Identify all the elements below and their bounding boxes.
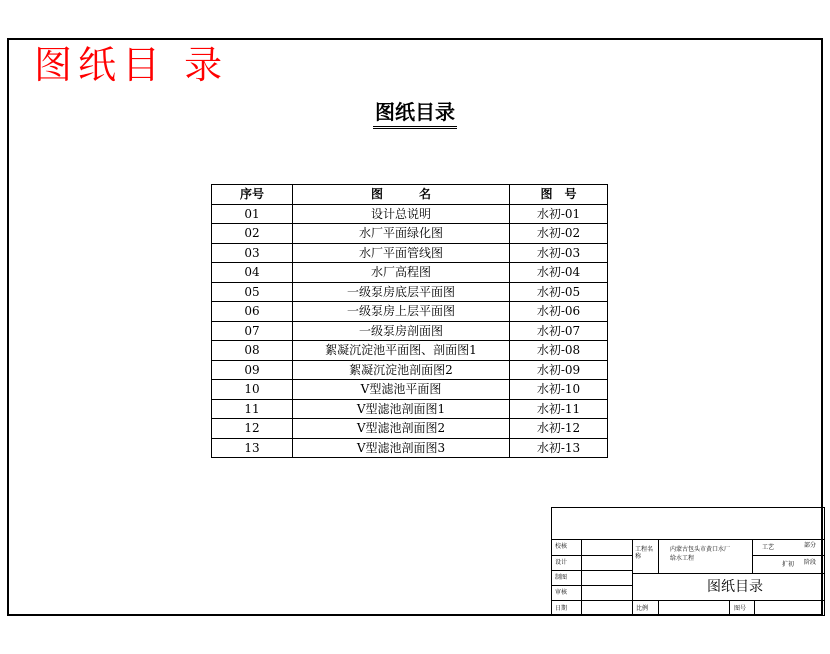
table-row <box>212 224 608 244</box>
cell-seq: 08 <box>212 341 293 361</box>
table-row <box>212 204 608 224</box>
page-title-text: 图纸目录 <box>373 96 457 129</box>
tb-divider <box>632 539 633 616</box>
tb-divider <box>658 600 659 616</box>
cell-seq: 03 <box>212 243 293 263</box>
tb-divider <box>552 600 824 601</box>
cell-number: 水初-08 <box>510 341 608 361</box>
cell-number: 水初-13 <box>510 438 608 458</box>
title-block <box>551 507 825 616</box>
header-number: 图 号 <box>510 185 608 205</box>
cell-number: 水初-09 <box>510 360 608 380</box>
tb-divider <box>552 539 824 540</box>
cell-name: 一级泵房底层平面图 <box>293 282 510 302</box>
cell-name: 水厂平面绿化图 <box>293 224 510 244</box>
cell-number: 水初-04 <box>510 263 608 283</box>
cell-name: V型滤池剖面图2 <box>293 419 510 439</box>
tb-project-label: 工程名称 <box>635 546 654 560</box>
tb-divider <box>552 570 632 571</box>
cell-seq: 11 <box>212 399 293 419</box>
tb-divider <box>658 539 659 573</box>
tb-divider <box>752 555 824 556</box>
header-seq: 序号 <box>212 185 293 205</box>
tb-divider <box>581 539 582 616</box>
header-name: 图 名 <box>293 185 510 205</box>
tb-label-date: 日期 <box>555 605 568 612</box>
cell-seq: 07 <box>212 321 293 341</box>
cell-number: 水初-11 <box>510 399 608 419</box>
tb-number-label: 图号 <box>734 605 747 612</box>
table-row <box>212 302 608 322</box>
tb-discipline-label: 工艺 <box>762 544 775 551</box>
cell-seq: 05 <box>212 282 293 302</box>
cell-number: 水初-06 <box>510 302 608 322</box>
tb-stage-value: 阶段 <box>804 559 817 566</box>
tb-divider <box>632 573 824 574</box>
cell-name: 絮凝沉淀池剖面图2 <box>293 360 510 380</box>
tb-label-design: 设计 <box>555 559 568 566</box>
table-row <box>212 282 608 302</box>
cell-number: 水初-01 <box>510 204 608 224</box>
tb-project-name-2: 给水工程 <box>670 555 695 562</box>
cell-name: 一级泵房剖面图 <box>293 321 510 341</box>
table-row <box>212 321 608 341</box>
cell-seq: 04 <box>212 263 293 283</box>
cell-number: 水初-12 <box>510 419 608 439</box>
table-row <box>212 263 608 283</box>
table-row <box>212 380 608 400</box>
cell-number: 水初-07 <box>510 321 608 341</box>
tb-discipline-value: 部分 <box>804 542 817 549</box>
tb-label-check: 校核 <box>555 543 568 550</box>
cell-name: 一级泵房上层平面图 <box>293 302 510 322</box>
cell-seq: 06 <box>212 302 293 322</box>
page-title <box>0 96 830 129</box>
cell-number: 水初-05 <box>510 282 608 302</box>
cell-number: 水初-03 <box>510 243 608 263</box>
cell-name: 水厂平面管线图 <box>293 243 510 263</box>
tb-divider <box>552 555 632 556</box>
tb-scale-label: 比例 <box>636 605 649 612</box>
table-row <box>212 438 608 458</box>
cell-name: V型滤池剖面图1 <box>293 399 510 419</box>
table-row <box>212 419 608 439</box>
table-header-row <box>212 185 608 205</box>
tb-divider <box>729 600 730 616</box>
tb-divider <box>552 585 632 586</box>
cell-name: 絮凝沉淀池平面图、剖面图1 <box>293 341 510 361</box>
cell-name: V型滤池平面图 <box>293 380 510 400</box>
table-row <box>212 399 608 419</box>
cell-name: 设计总说明 <box>293 204 510 224</box>
cell-seq: 10 <box>212 380 293 400</box>
cell-seq: 02 <box>212 224 293 244</box>
tb-project-name-1: 内蒙古包头市黄口水厂 <box>670 546 731 553</box>
cell-seq: 13 <box>212 438 293 458</box>
tb-stage-label: 扩初 <box>782 561 795 568</box>
tb-label-draw: 制图 <box>555 574 568 581</box>
cell-seq: 12 <box>212 419 293 439</box>
cell-seq: 01 <box>212 204 293 224</box>
table-row <box>212 360 608 380</box>
table-row <box>212 341 608 361</box>
tb-divider <box>754 600 755 616</box>
table-row <box>212 243 608 263</box>
cell-number: 水初-02 <box>510 224 608 244</box>
drawing-index-table <box>211 184 608 458</box>
red-header-title: 图纸目 录 <box>34 43 229 87</box>
tb-divider <box>752 539 753 573</box>
tb-drawing-title: 图纸目录 <box>707 579 763 595</box>
cell-number: 水初-10 <box>510 380 608 400</box>
cell-name: 水厂高程图 <box>293 263 510 283</box>
tb-label-review: 审核 <box>555 589 568 596</box>
cell-seq: 09 <box>212 360 293 380</box>
cell-name: V型滤池剖面图3 <box>293 438 510 458</box>
